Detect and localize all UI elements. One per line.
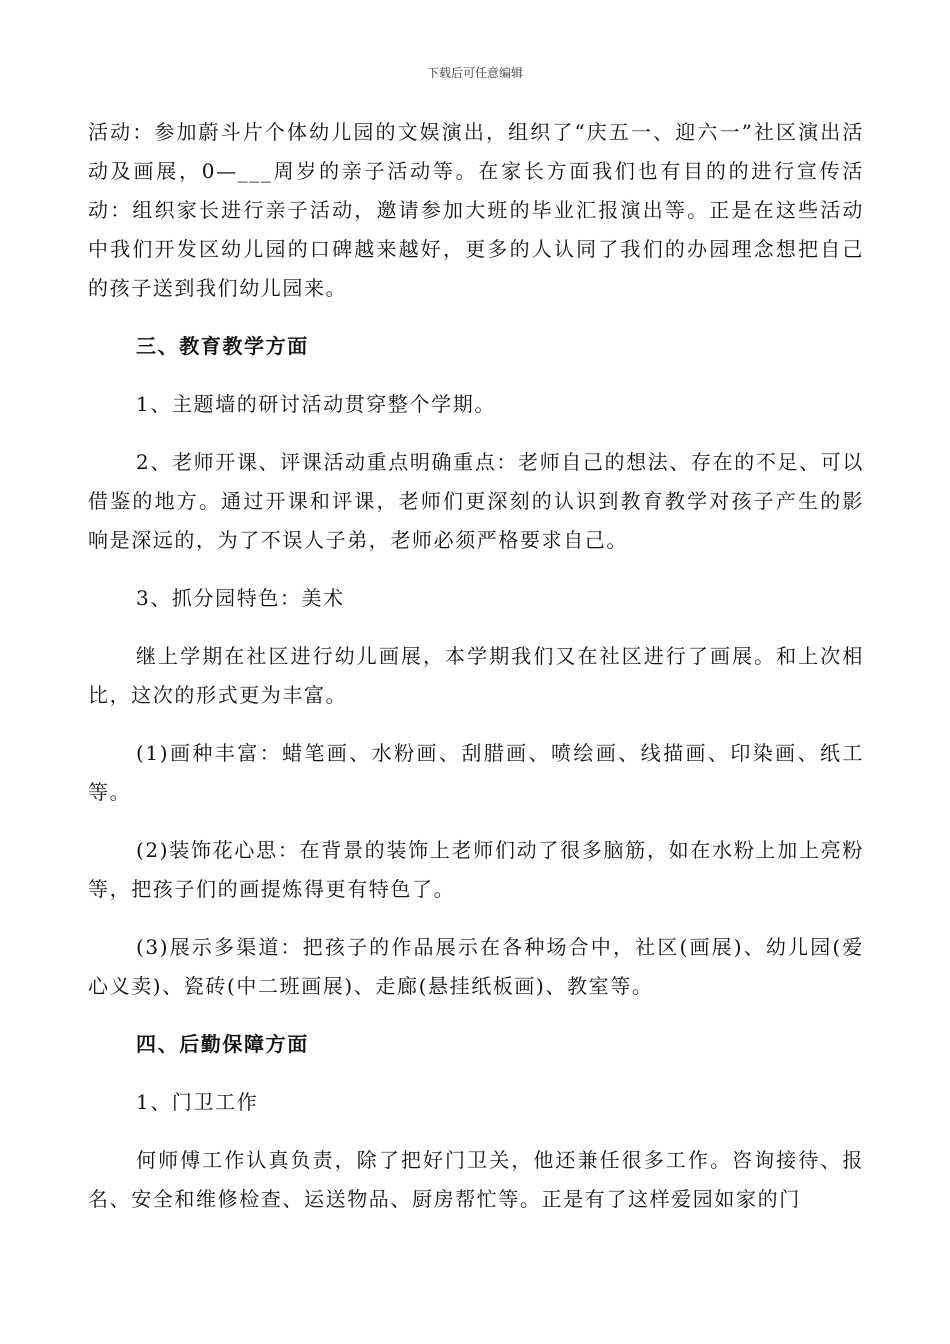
paragraph-art-feature: 3、抓分园特色：美术	[136, 586, 345, 610]
paragraph-display-channels: (3)展示多渠道：把孩子的作品展示在各种场合中，社区(画展)、幼儿园(爱心义卖)、瓷砖(中二班画展)、走廊(悬挂纸板画)、教室等。	[88, 935, 864, 998]
paragraph-guard-work: 何师傅工作认真负责，除了把好门卫关，他还兼任很多工作。咨询接待、报名、安全和维修检查、运送物品、厨房帮忙等。正是有了这样爱园如家的门	[88, 1148, 864, 1211]
header-note: 下载后可任意编辑	[426, 66, 523, 80]
paragraph-painting-types: (1)画种丰富：蜡笔画、水粉画、刮腊画、喷绘画、线描画、印染画、纸工等。	[88, 741, 864, 804]
paragraph-decoration: (2)装饰花心思：在背景的装饰上老师们动了很多脑筋，如在水粉上加上亮粉等，把孩子们的画提炼得更有特色了。	[88, 838, 864, 901]
paragraph-activities-continued: 活动：参加蔚斗片个体幼儿园的文娱演出，组织了“庆五一、迎六一”社区演出活动及画展，0—___周岁的亲子活动等。在家长方面我们也有目的的进行宣传活动：组织家长进行亲子活动，邀请参加大班的毕业汇报演出等。正是在这些活动中我们开发区幼儿园的口碑越来越好，更多的人认同了我们的办园理念想把自己的孩子送到我们幼儿园来。	[88, 120, 864, 300]
paragraph-theme-wall: 1、主题墙的研讨活动贯穿整个学期。	[136, 392, 496, 416]
section-heading-logistics: 四、后勤保障方面	[136, 1032, 309, 1056]
paragraph-lesson-review: 2、老师开课、评课活动重点明确重点：老师自己的想法、存在的不足、可以借鉴的地方。通过开课和评课，老师们更深刻的认识到教育教学对孩子产生的影响是深远的，为了不误人子弟，老师必须严格要求自己。	[88, 450, 864, 552]
paragraph-art-exhibition: 继上学期在社区进行幼儿画展，本学期我们又在社区进行了画展。和上次相比，这次的形式更为丰富。	[88, 644, 864, 707]
paragraph-guard-work-title: 1、门卫工作	[136, 1090, 259, 1114]
document-body	[88, 113, 864, 1238]
section-heading-teaching: 三、教育教学方面	[136, 334, 309, 358]
